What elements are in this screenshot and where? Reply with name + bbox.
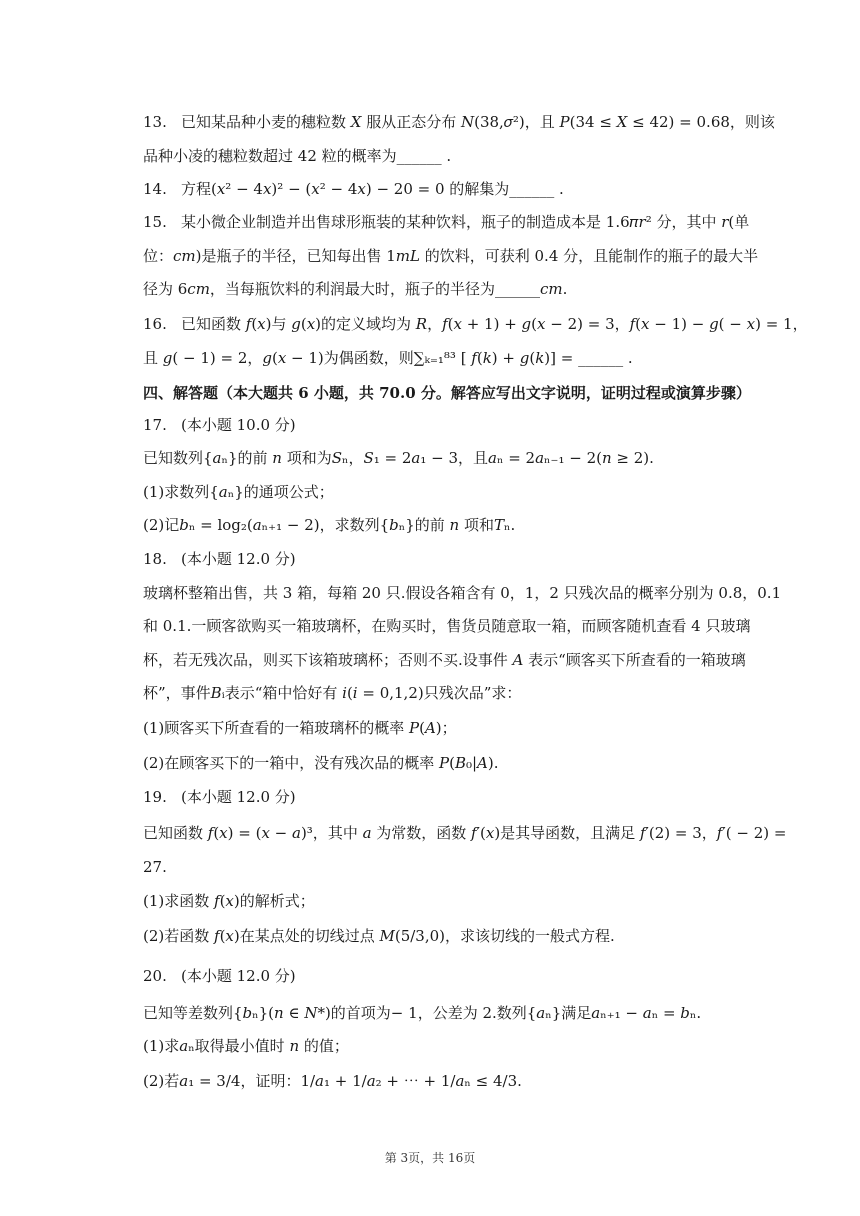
text-line (143, 145, 750, 167)
line-text: 位：𝑐𝑚)是瓶子的半径，已知每出售 1𝑚𝐿 的饮料，可获利 0.4 分，且能制作的瓶子的最大半 (143, 247, 759, 265)
text-line (143, 1002, 750, 1024)
question-line (143, 111, 775, 133)
line-text: (2)若函数 𝑓(𝑥)在某点处的切线过点 𝑀(5/3,0)，求该切线的一般式方程. (143, 927, 615, 945)
text-line (143, 925, 750, 947)
text-line (143, 382, 750, 404)
line-text: (本小题 12.0 分) (181, 550, 296, 568)
line-text: (2)记𝑏ₙ = log₂(𝑎ₙ₊₁ − 2)，求数列{𝑏ₙ}的前 𝑛 项和𝑇ₙ. (143, 516, 516, 534)
line-text: (1)求函数 𝑓(𝑥)的解析式； (143, 892, 315, 910)
question-number: 19. (143, 788, 167, 806)
line-text: (本小题 10.0 分) (181, 416, 296, 434)
line-text: (本小题 12.0 分) (181, 967, 296, 985)
question-line (143, 786, 750, 808)
text-line (143, 649, 750, 671)
line-text: (1)求数列{𝑎ₙ}的通项公式； (143, 483, 334, 501)
line-text: 已知函数 𝑓(𝑥) = (𝑥 − 𝑎)³，其中 𝑎 为常数，函数 𝑓′(𝑥)是其导函数，且满足 𝑓′(2) = 3，𝑓′( − 2) = (143, 824, 787, 842)
line-text: 玻璃杯整箱出售，共 3 箱，每箱 20 只.假设各箱含有 0，1，2 只残次品的概率分别为 0.8，0.1 (143, 584, 782, 602)
line-text: 径为 6𝑐𝑚，当每瓶饮料的利润最大时，瓶子的半径为______𝑐𝑚. (143, 280, 568, 298)
text-line (143, 278, 750, 300)
text-line (143, 822, 787, 844)
question-line (143, 178, 750, 200)
text-line (143, 682, 750, 704)
text-line (143, 1035, 750, 1057)
line-text: 品种小凌的穗粒数超过 42 粒的概率为______ . (143, 147, 452, 165)
question-number: 16. (143, 315, 167, 333)
line-text: 已知等差数列{𝑏ₙ}(𝑛 ∈ 𝑁*)的首项为− 1，公差为 2.数列{𝑎ₙ}满足𝑎ₙ₊₁ − 𝑎ₙ = 𝑏ₙ. (143, 1004, 702, 1022)
question-number: 14. (143, 180, 167, 198)
line-text: 四、解答题（本大题共 6 小题，共 70.0 分。解答应写出文字说明，证明过程或演算步骤） (143, 384, 751, 402)
text-line (143, 481, 750, 503)
question-number: 15. (143, 213, 167, 231)
line-text: 某小微企业制造并出售球形瓶装的某种饮料，瓶子的制造成本是 1.6𝜋𝑟² 分，其中 𝑟(单 (181, 213, 750, 231)
text-line (143, 752, 750, 774)
line-text: 杯，若无残次品，则买下该箱玻璃杯；否则不买.设事件 𝐴 表示“顾客买下所查看的一箱玻璃 (143, 651, 746, 669)
text-line (143, 890, 750, 912)
question-line (143, 965, 750, 987)
text-line (143, 582, 782, 604)
line-text: 杯”，事件𝐵ᵢ表示“箱中恰好有 𝑖(𝑖 = 0,1,2)只残次品”求： (143, 684, 522, 702)
line-text: 和 0.1.一顾客欲购买一箱玻璃杯，在购买时，售货员随意取一箱，而顾客随机查看 4 只玻璃 (143, 617, 751, 635)
line-text: (本小题 12.0 分) (181, 788, 296, 806)
line-text: 已知某品种小麦的穗粒数 𝑋 服从正态分布 𝑁(38,𝜎²)，且 𝑃(34 ≤ 𝑋 ≤ 42) = 0.68，则该 (181, 113, 775, 131)
line-text: 已知数列{𝑎ₙ}的前 𝑛 项和为𝑆ₙ，𝑆₁ = 2𝑎₁ − 3，且𝑎ₙ = 2𝑎ₙ₋₁ − 2(𝑛 ≥ 2). (143, 449, 654, 467)
line-text: 且 𝑔( − 1) = 2，𝑔(𝑥 − 1)为偶函数，则∑ₖ₌₁⁸³ [ 𝑓(𝑘) + 𝑔(𝑘)] = ______ . (143, 349, 633, 367)
text-line (143, 856, 750, 878)
text-line (143, 245, 759, 267)
question-number: 17. (143, 416, 167, 434)
text-line (143, 347, 750, 369)
question-number: 20. (143, 967, 167, 985)
question-line (143, 211, 750, 233)
question-line (143, 313, 808, 335)
question-line (143, 548, 750, 570)
line-text: 已知函数 𝑓(𝑥)与 𝑔(𝑥)的定义域均为 𝑅，𝑓(𝑥 + 1) + 𝑔(𝑥 − 2) = 3，𝑓(𝑥 − 1) − 𝑔( − 𝑥) = 1， (181, 315, 808, 333)
text-line (143, 717, 750, 739)
line-text: 方程(𝑥² − 4𝑥)² − (𝑥² − 4𝑥) − 20 = 0 的解集为______ . (181, 180, 564, 198)
line-text: (1)顾客买下所查看的一箱玻璃杯的概率 𝑃(𝐴)； (143, 719, 457, 737)
question-number: 13. (143, 113, 167, 131)
question-number: 18. (143, 550, 167, 568)
page-footer: 第 3页，共 16页 (384, 1151, 476, 1165)
line-text: 27. (143, 858, 167, 876)
line-text: (2)若𝑎₁ = 3/4，证明：1/𝑎₁ + 1/𝑎₂ + ⋯ + 1/𝑎ₙ ≤ 4/3. (143, 1072, 522, 1090)
line-text: (2)在顾客买下的一箱中，没有残次品的概率 𝑃(𝐵₀|𝐴). (143, 754, 499, 772)
text-line (143, 1070, 750, 1092)
text-line (143, 615, 750, 637)
text-line (143, 447, 750, 469)
text-line (143, 514, 750, 536)
line-text: (1)求𝑎ₙ取得最小值时 𝑛 的值； (143, 1037, 349, 1055)
question-line (143, 414, 750, 436)
